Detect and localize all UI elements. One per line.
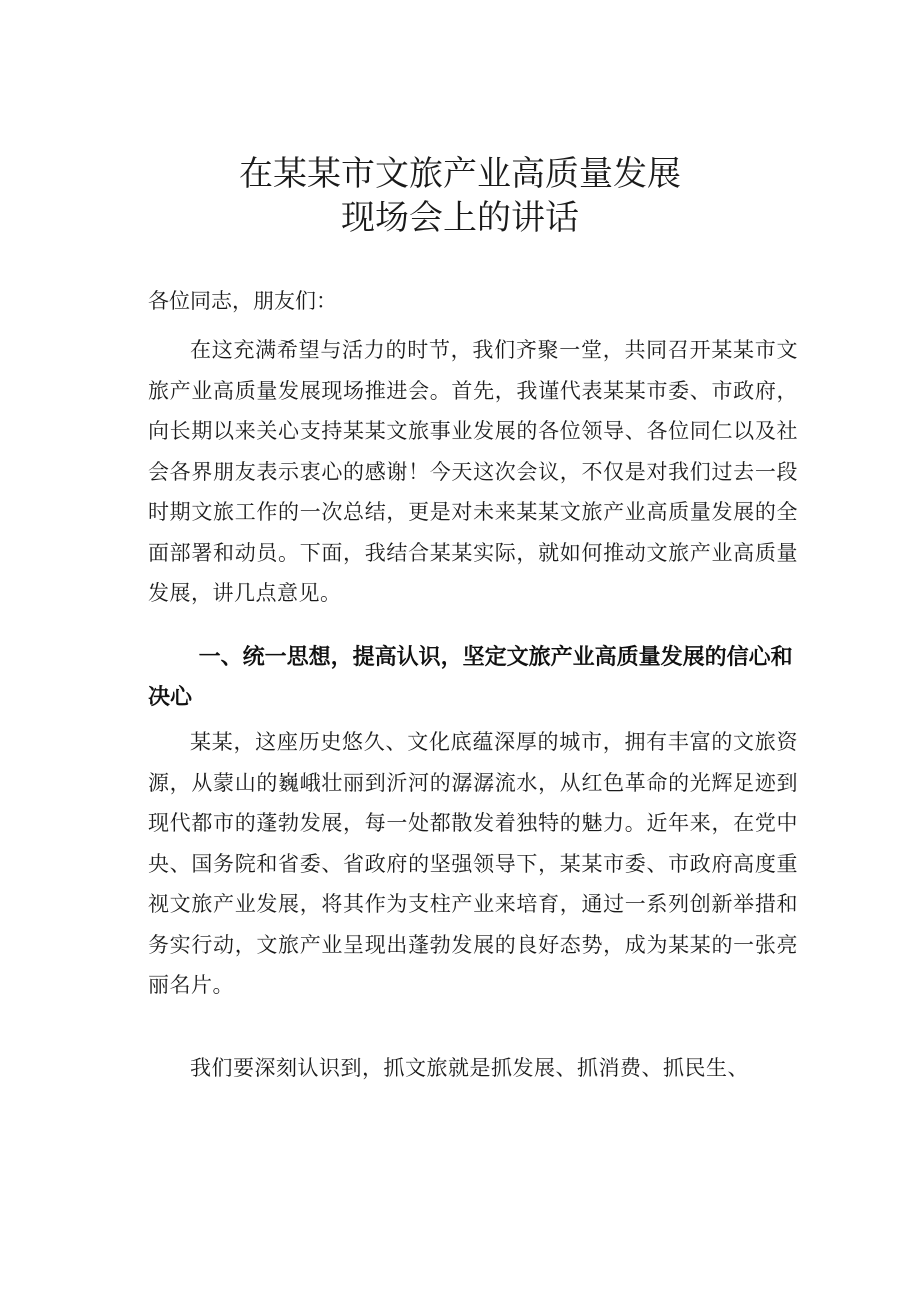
paragraph-city-intro: 某某，这座历史悠久、文化底蕴深厚的城市，拥有丰富的文旅资源，从蒙山的巍峨壮丽到沂河的潺潺流水，从红色革命的光辉足迹到现代都市的蓬勃发展，每一处都散发着独特的魅力。近年来，在党中央、国务院和省委、省政府的坚强领导下，某某市委、市政府高度重视文旅产业发展，将其作为支柱产业来培育，通过一系列创新举措和务实行动，文旅产业呈现出蓬勃发展的良好态势，成为某某的一张亮丽名片。 — [148, 730, 798, 997]
document-title-line-2: 现场会上的讲话 — [341, 198, 579, 238]
section-heading-1: 一、统一思想，提高认识，坚定文旅产业高质量发展的信心和决心 — [148, 645, 793, 710]
paragraph-awareness: 我们要深刻认识到，抓文旅就是抓发展、抓消费、抓民生、 — [190, 1056, 749, 1080]
document-title-line-1: 在某某市文旅产业高质量发展 — [239, 154, 681, 194]
paragraph-opening: 在这充满希望与活力的时节，我们齐聚一堂，共同召开某某市文旅产业高质量发展现场推进会。首先，我谨代表某某市委、市政府，向长期以来关心支持某某文旅事业发展的各位领导、各位同仁以及社会各界朋友表示衷心的感谢！今天这次会议，不仅是对我们过去一段时期文旅工作的一次总结，更是对未来某某文旅产业高质量发展的全面部署和动员。下面，我结合某某实际，就如何推动文旅产业高质量发展，讲几点意见。 — [148, 338, 798, 605]
salutation: 各位同志，朋友们： — [148, 289, 337, 313]
